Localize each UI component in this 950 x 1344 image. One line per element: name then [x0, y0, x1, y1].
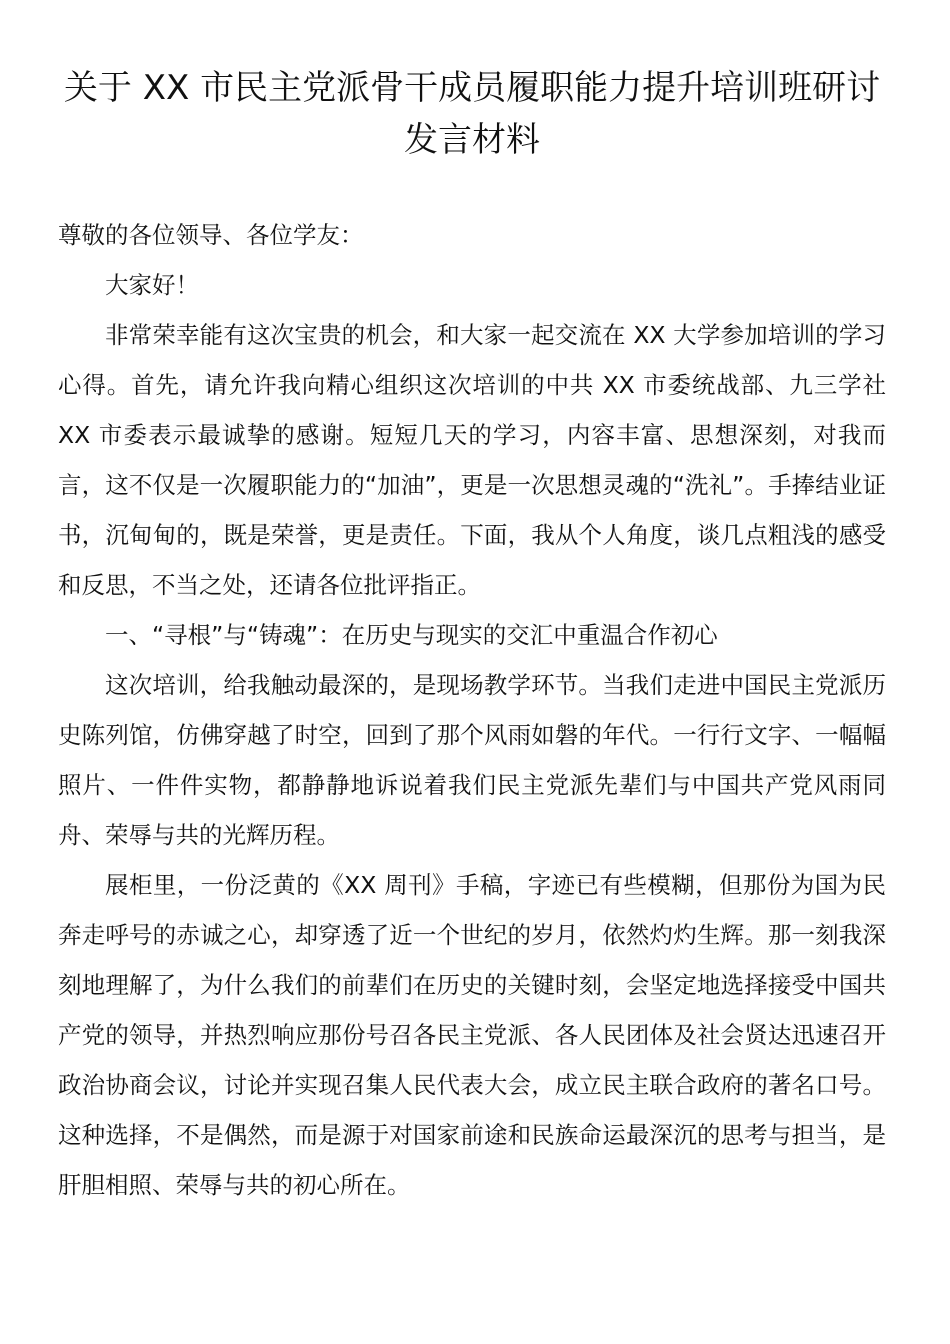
paragraph-training: 这次培训，给我触动最深的，是现场教学环节。当我们走进中国民主党派历史陈列馆，仿佛穿越了时空，回到了那个风雨如磐的年代。一行行文字、一幅幅照片、一件件实物，都静静地诉说着我们民主党派先辈们与中国共产党风雨同舟、荣辱与共的光辉历程。: [58, 671, 886, 849]
title-line-2: 发言材料: [404, 120, 540, 160]
document-title: [58, 62, 886, 166]
greeting: 大家好！: [105, 271, 199, 299]
salutation: 尊敬的各位领导、各位学友：: [58, 221, 364, 249]
section-heading-1: 一、“寻根”与“铸魂”：在历史与现实的交汇中重温合作初心: [105, 621, 718, 649]
title-line-1: 关于 XX 市民主党派骨干成员履职能力提升培训班研讨: [63, 68, 881, 108]
document-body: [58, 210, 886, 1210]
paragraph-intro: 非常荣幸能有这次宝贵的机会，和大家一起交流在 XX 大学参加培训的学习心得。首先，请允许我向精心组织这次培训的中共 XX 市委统战部、九三学社 XX 市委表示最诚挚的感谢。短短几天的学习，内容丰富、思想深刻，对我而言，这不仅是一次履职能力的“加油”，更是一次思想灵魂的“洗礼”。手捧结业证书，沉甸甸的，既是荣誉，更是责任。下面，我从个人角度，谈几点粗浅的感受和反思，不当之处，还请各位批评指正。: [58, 321, 886, 599]
paragraph-exhibit: 展柜里，一份泛黄的《XX 周刊》手稿，字迹已有些模糊，但那份为国为民奔走呼号的赤诚之心，却穿透了近一个世纪的岁月，依然灼灼生辉。那一刻我深刻地理解了，为什么我们的前辈们在历史的关键时刻，会坚定地选择接受中国共产党的领导，并热烈响应那份号召各民主党派、各人民团体及社会贤达迅速召开政治协商会议，讨论并实现召集人民代表大会，成立民主联合政府的著名口号。这种选择，不是偶然，而是源于对国家前途和民族命运最深沉的思考与担当，是肝胆相照、荣辱与共的初心所在。: [58, 871, 886, 1199]
